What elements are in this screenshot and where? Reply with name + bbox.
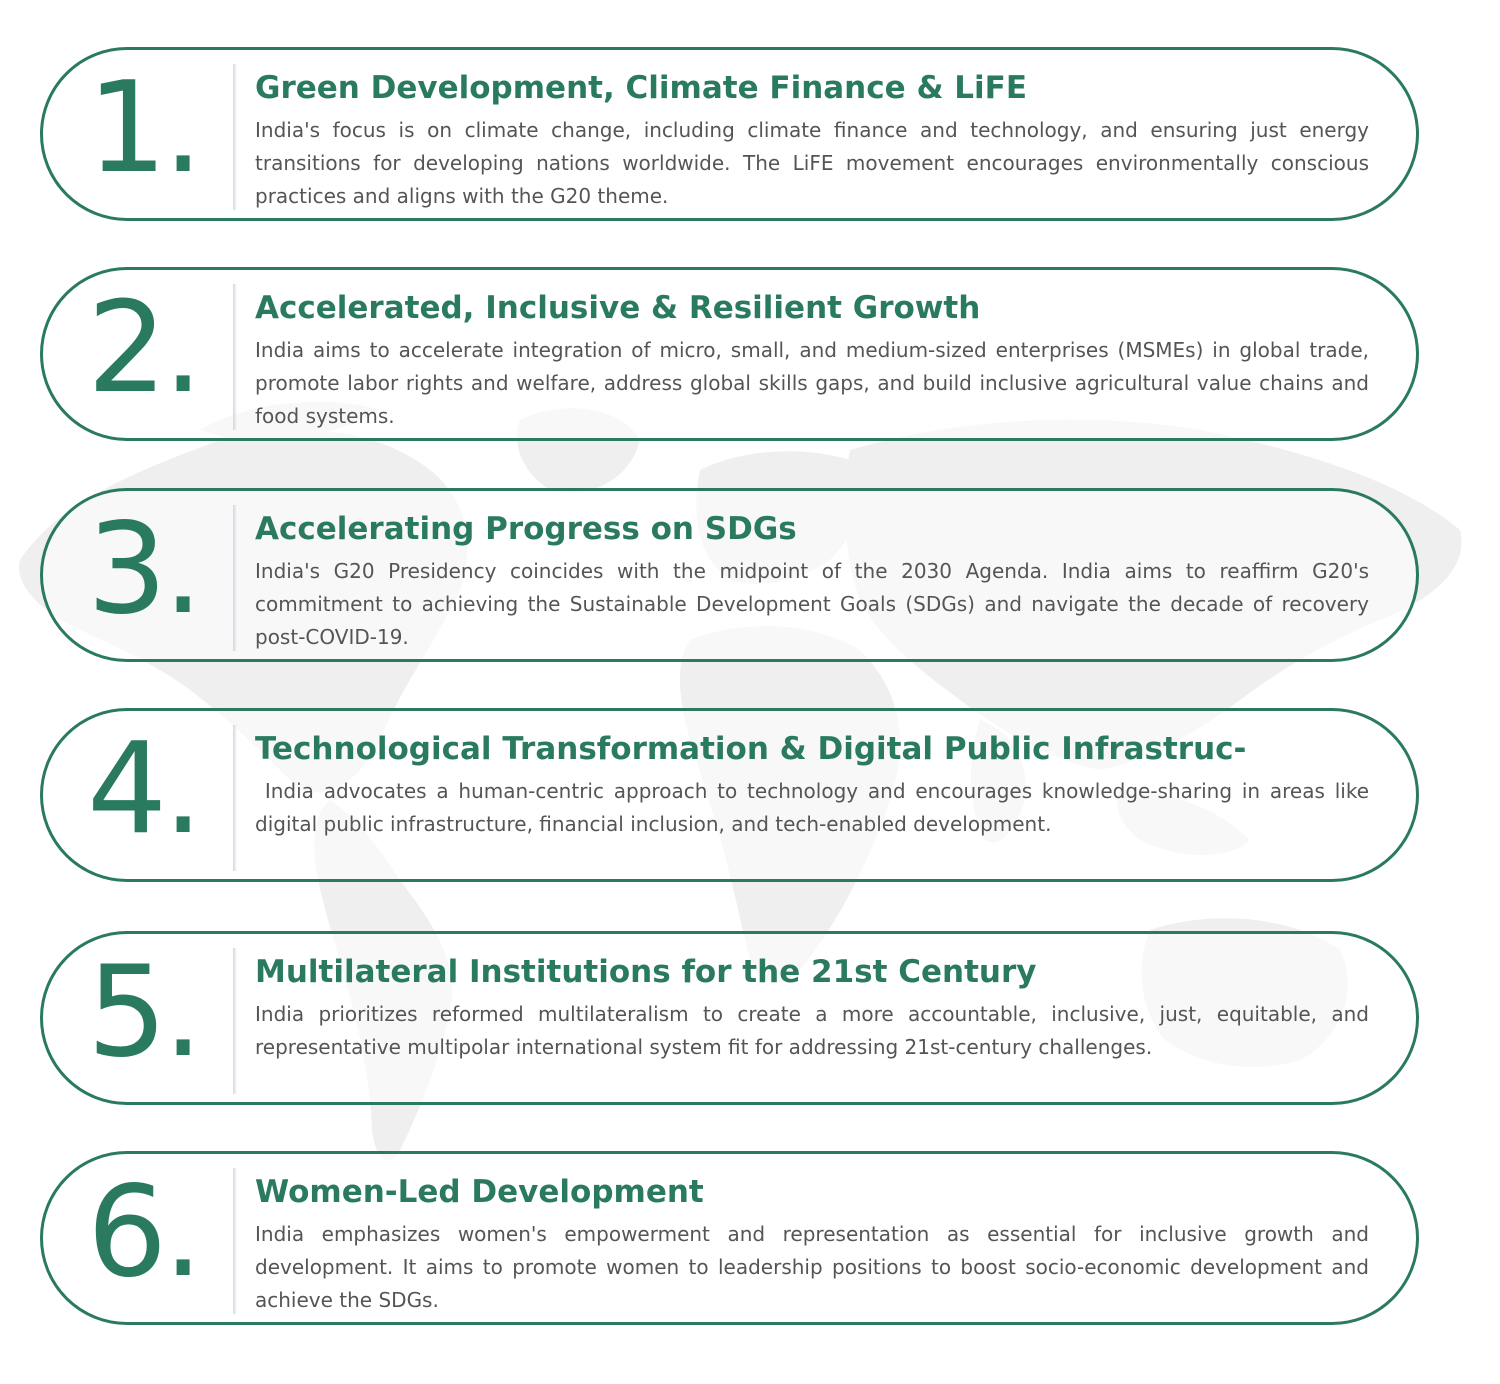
priority-number: 2. (87, 274, 200, 421)
priority-card-4 (40, 708, 1419, 882)
priority-title: Technological Transformation & Digital Public Infrastruc- (255, 731, 1247, 767)
priority-title: Accelerating Progress on SDGs (255, 511, 797, 547)
card-divider (233, 505, 237, 651)
priority-number: 3. (87, 495, 200, 642)
priority-title: Green Development, Climate Finance & LiFE (255, 70, 1028, 106)
priority-card-6 (40, 1151, 1419, 1325)
priority-description: India's focus is on climate change, including climate finance and technology, and ensuring just energy transitions for developing nations worldwide. The LiFE movement encourages environmentally conscious practices and aligns with the G20 theme. (255, 118, 1369, 208)
priority-card-5 (40, 931, 1419, 1105)
priority-number: 5. (87, 938, 200, 1085)
priority-description: India advocates a human-centric approach to technology and encourages knowledge-sharing in areas like digital public infrastructure, financial inclusion, and tech-enabled development. (255, 779, 1376, 836)
priority-number: 4. (87, 715, 200, 862)
priority-card-3 (40, 488, 1419, 662)
priority-number: 1. (87, 54, 200, 201)
priority-description: India's G20 Presidency coincides with the midpoint of the 2030 Agenda. India aims to reaffirm G20's commitment to achieving the Sustainable Development Goals (SDGs) and navigate the decade of recovery post-COVID-19. (255, 559, 1369, 649)
priority-description: India emphasizes women's empowerment and representation as essential for inclusive growth and development. It aims to promote women to leadership positions to boost socio-economic development and achieve the SDGs. (255, 1222, 1369, 1312)
card-divider (233, 1168, 237, 1314)
priority-title: Accelerated, Inclusive & Resilient Growth (255, 290, 981, 326)
card-divider (233, 284, 237, 430)
card-divider (233, 64, 237, 210)
priority-card-2 (40, 267, 1419, 441)
priority-title: Multilateral Institutions for the 21st Century (255, 954, 1037, 990)
card-divider (233, 725, 237, 871)
priority-card-1 (40, 47, 1419, 221)
priority-description: India aims to accelerate integration of micro, small, and medium-sized enterprises (MSMEs) in global trade, promote labor rights and welfare, address global skills gaps, and build inclusive agricultural value chains and food systems. (255, 338, 1369, 428)
priority-title: Women-Led Development (255, 1174, 704, 1210)
priority-number: 6. (87, 1158, 200, 1305)
priority-description: India prioritizes reformed multilateralism to create a more accountable, inclusive, just, equitable, and representative multipolar international system fit for addressing 21st-century challenges. (255, 1002, 1369, 1059)
card-divider (233, 948, 237, 1094)
